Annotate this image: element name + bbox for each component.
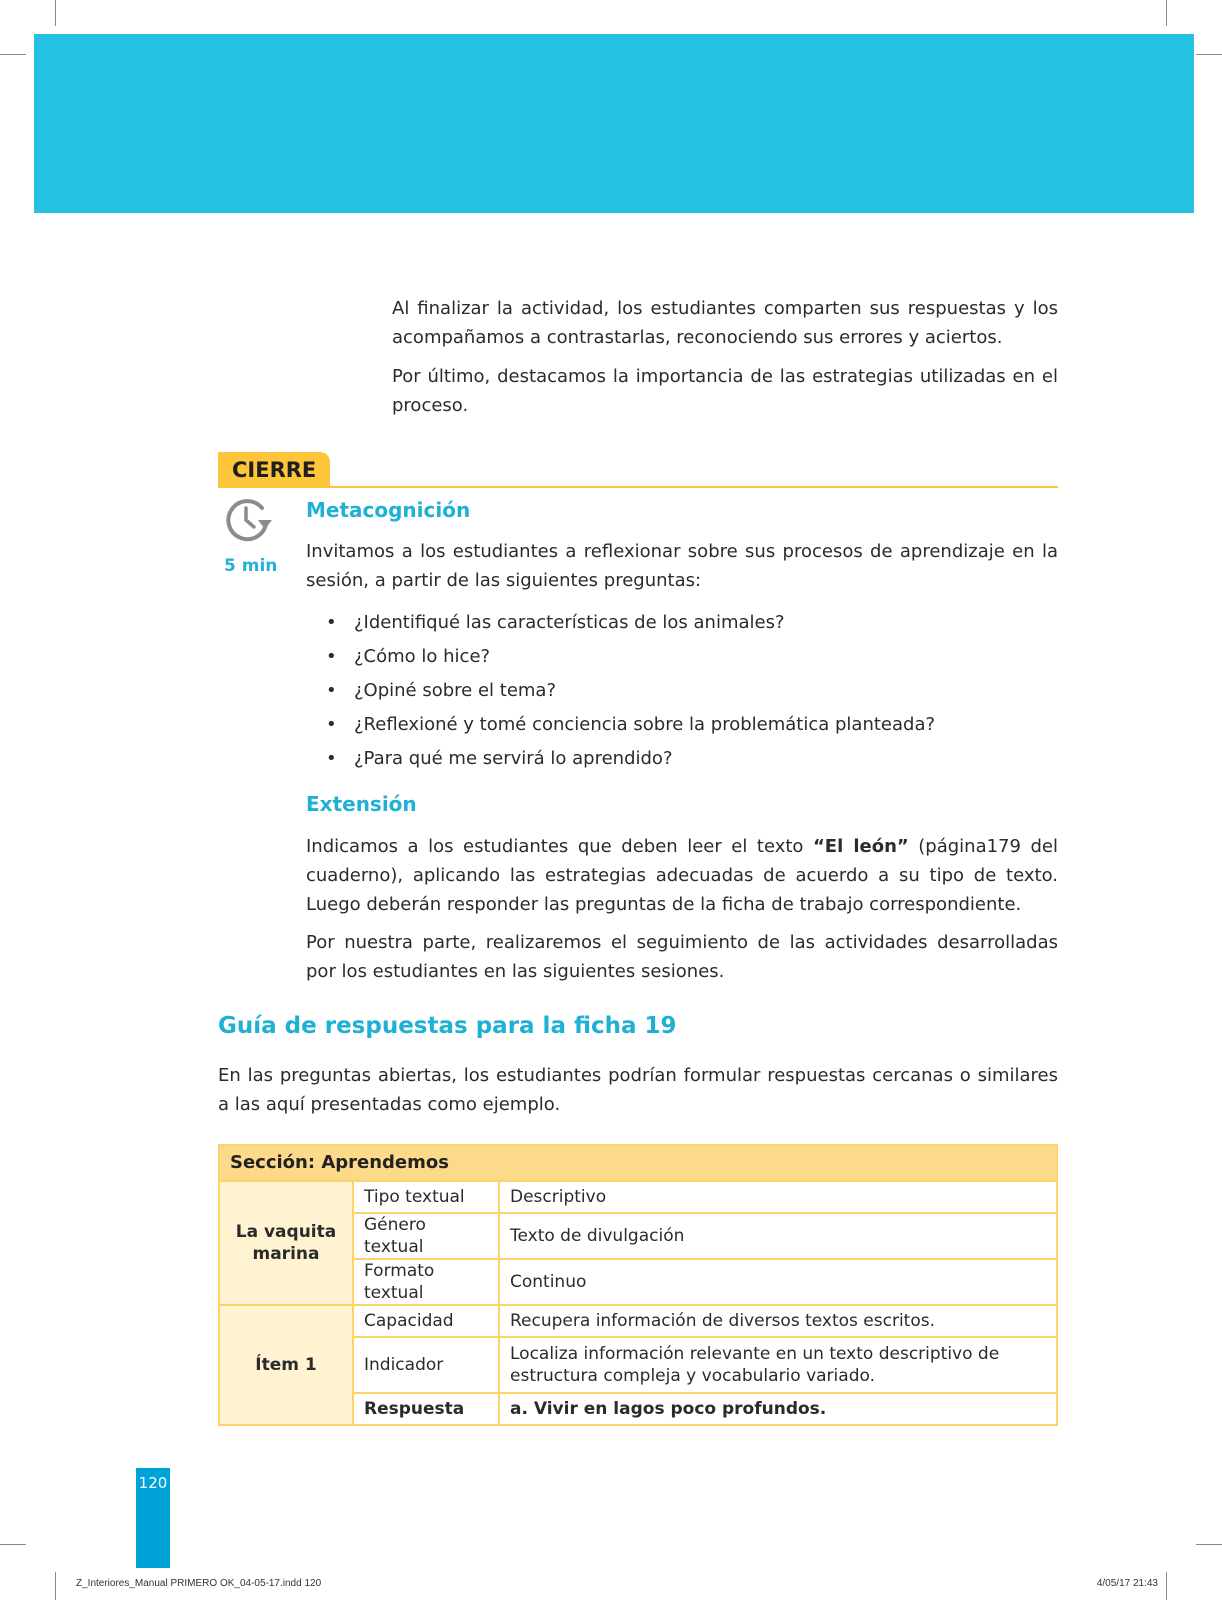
extension-text-start: Indicamos a los estudiantes que deben leer el texto bbox=[306, 836, 813, 857]
answers-table bbox=[218, 1144, 1058, 1426]
list-item: • ¿Opiné sobre el tema? bbox=[326, 674, 935, 708]
metacognicion-text: Invitamos a los estudiantes a reflexionar sobre sus procesos de aprendizaje en la sesión, a partir de las siguientes preguntas: bbox=[306, 541, 1058, 591]
list-item: • ¿Cómo lo hice? bbox=[326, 640, 935, 674]
footer-filename: Z_Interiores_Manual PRIMERO OK_04-05-17.indd 120 bbox=[76, 1578, 322, 1589]
crop-mark bbox=[1196, 54, 1222, 55]
header-banner bbox=[34, 34, 1194, 213]
extension-paragraph-2: Por nuestra parte, realizaremos el seguimiento de las actividades desarrolladas por los estudiantes en las siguientes sesiones. bbox=[306, 932, 1058, 982]
group-label: Ítem 1 bbox=[219, 1305, 353, 1425]
section-title: Sección: Aprendemos bbox=[219, 1145, 1057, 1181]
crop-mark bbox=[1166, 1572, 1167, 1600]
extension-heading: Extensión bbox=[306, 792, 417, 816]
crop-mark bbox=[1166, 0, 1167, 26]
crop-mark bbox=[55, 1572, 56, 1600]
crop-mark bbox=[1196, 1544, 1222, 1545]
row-value: Localiza información relevante en un texto descriptivo de estructura compleja y vocabulario variado. bbox=[499, 1337, 1057, 1393]
intro-paragraph-1: Al finalizar la actividad, los estudiantes comparten sus respuestas y los acompañamos a contrastarlas, reconociendo sus errores y aciertos. bbox=[392, 298, 1058, 348]
extension-paragraph-1 bbox=[306, 832, 1058, 919]
guide-intro: En las preguntas abiertas, los estudiantes podrían formular respuestas cercanas o similares a las aquí presentadas como ejemplo. bbox=[218, 1065, 1058, 1115]
intro-paragraph-2: Por último, destacamos la importancia de las estrategias utilizadas en el proceso. bbox=[392, 366, 1058, 416]
list-item: • ¿Para qué me servirá lo aprendido? bbox=[326, 742, 935, 776]
clock-icon bbox=[222, 496, 274, 550]
row-value: Descriptivo bbox=[499, 1181, 1057, 1213]
crop-mark bbox=[0, 54, 26, 55]
list-item: • ¿Identifiqué las características de los animales? bbox=[326, 606, 935, 640]
book-title: “El león” bbox=[812, 836, 909, 857]
footer-date: 4/05/17 21:43 bbox=[1096, 1578, 1158, 1589]
row-key: Género textual bbox=[353, 1213, 499, 1259]
table-row bbox=[219, 1181, 1057, 1213]
row-key: Indicador bbox=[353, 1337, 499, 1393]
row-key: Formato textual bbox=[353, 1259, 499, 1305]
cierre-divider bbox=[218, 486, 1058, 488]
row-value: Recupera información de diversos textos escritos. bbox=[499, 1305, 1057, 1337]
list-item: • ¿Reflexioné y tomé conciencia sobre la problemática planteada? bbox=[326, 708, 935, 742]
time-label: 5 min bbox=[224, 556, 278, 576]
table-row bbox=[219, 1305, 1057, 1337]
extension-text-end: (página179 del cuaderno), aplicando las estrategias adecuadas de acuerdo a su tipo de texto. Luego deberán responder las preguntas de la ficha de trabajo correspondiente. bbox=[306, 836, 1058, 915]
crop-mark bbox=[55, 0, 56, 26]
row-key: Respuesta bbox=[353, 1393, 499, 1425]
table-header-row bbox=[219, 1145, 1057, 1181]
group-label: La vaquita marina bbox=[219, 1181, 353, 1305]
crop-mark bbox=[0, 1544, 26, 1545]
question-list bbox=[326, 606, 935, 776]
page-number: 120 bbox=[138, 1474, 168, 1492]
row-value: Continuo bbox=[499, 1259, 1057, 1305]
metacognicion-heading: Metacognición bbox=[306, 498, 471, 522]
answer-value: a. Vivir en lagos poco profundos. bbox=[499, 1393, 1057, 1425]
guide-title: Guía de respuestas para la ficha 19 bbox=[218, 1013, 677, 1039]
row-key: Capacidad bbox=[353, 1305, 499, 1337]
row-value: Texto de divulgación bbox=[499, 1213, 1057, 1259]
row-key: Tipo textual bbox=[353, 1181, 499, 1213]
cierre-tab: CIERRE bbox=[218, 452, 330, 488]
